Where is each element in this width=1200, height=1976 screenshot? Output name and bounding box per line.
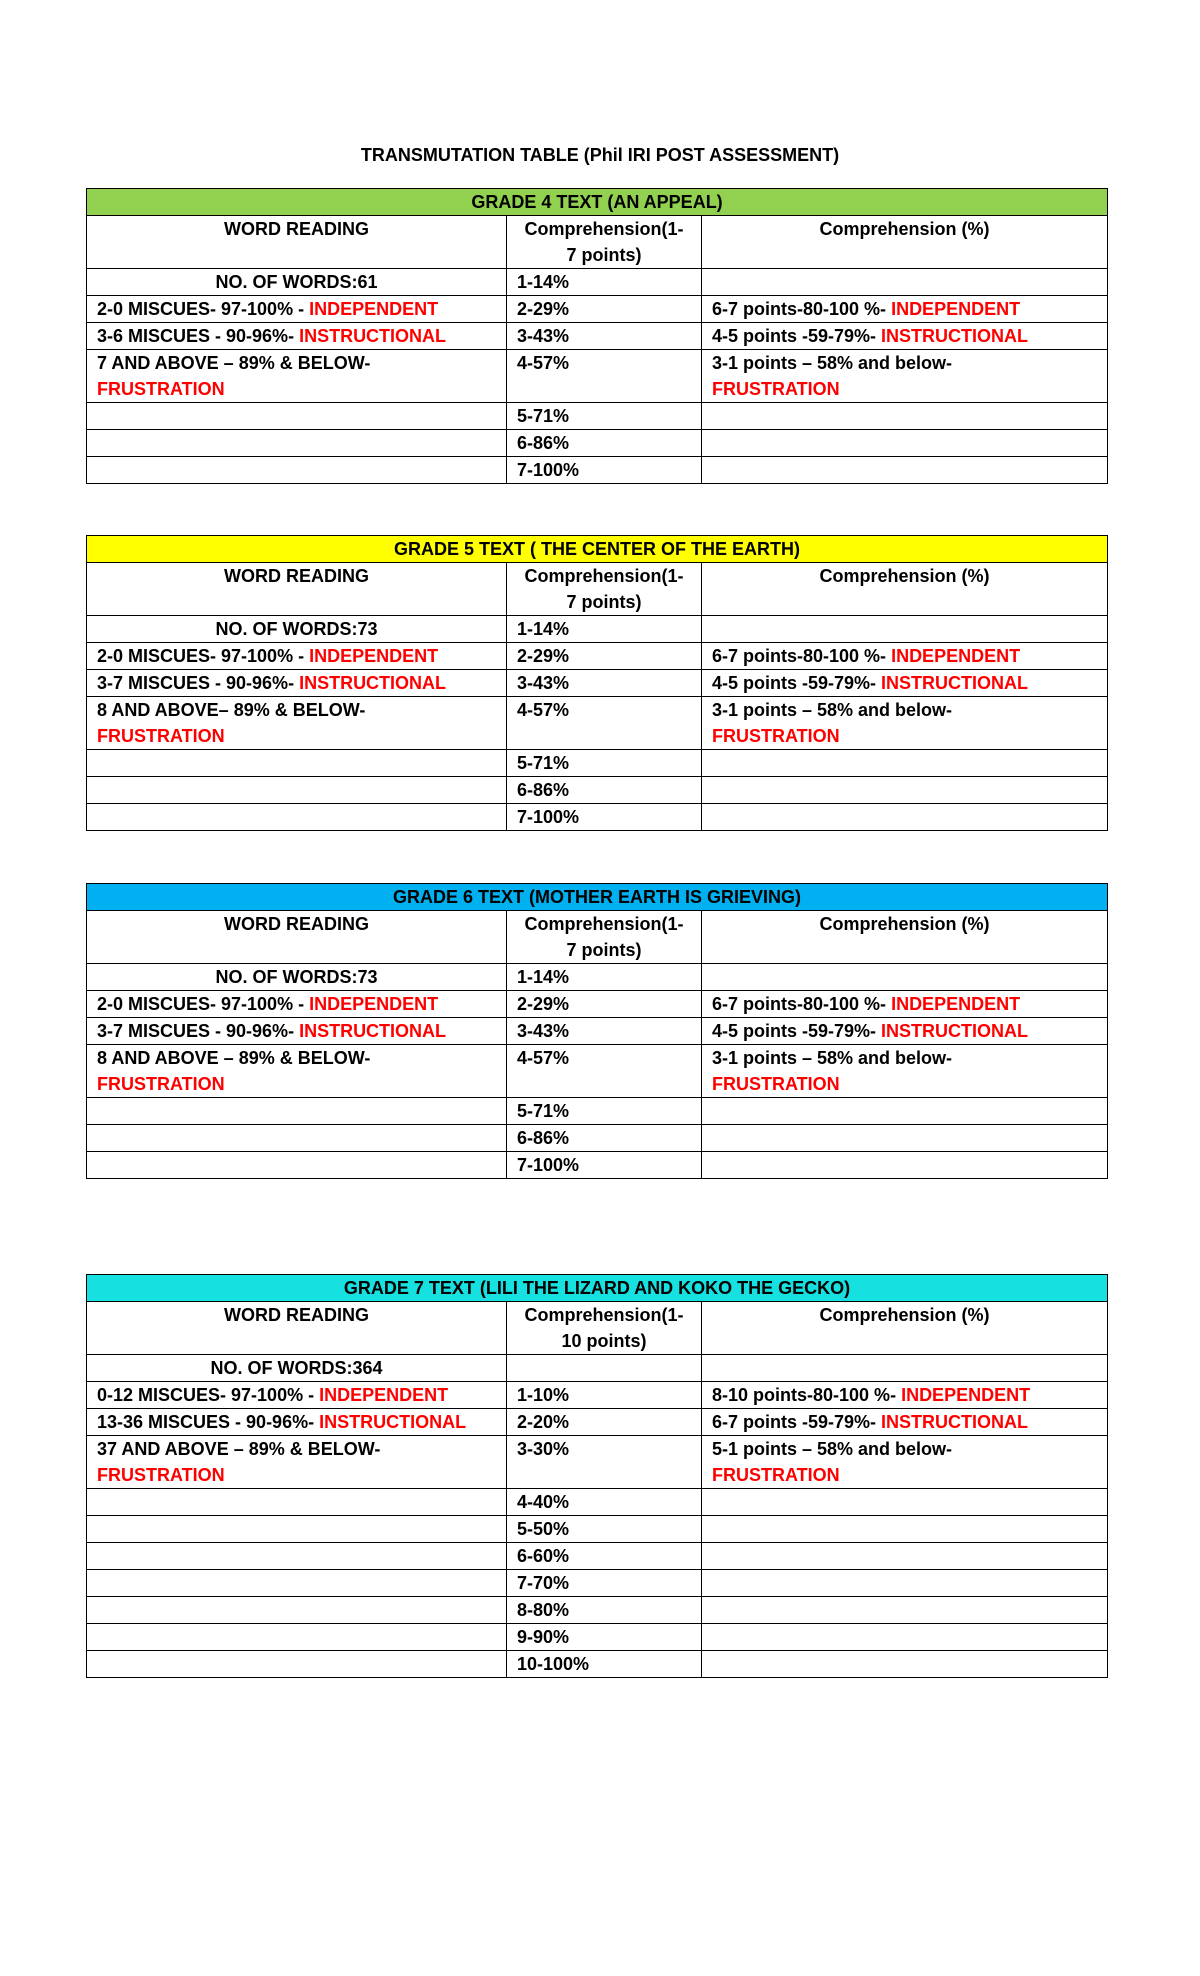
col-header-comprehension-points: Comprehension(1- 7 points) <box>507 563 702 616</box>
col-header-comprehension-pct: Comprehension (%) <box>702 1302 1108 1355</box>
empty-cell <box>702 1516 1108 1543</box>
no-of-words: NO. OF WORDS:73 <box>87 616 507 643</box>
word-reading-cell: 8 AND ABOVE – 89% & BELOW- FRUSTRATION <box>87 1045 507 1098</box>
points-cell: 6-86% <box>507 1125 702 1152</box>
empty-cell <box>702 777 1108 804</box>
points-cell: 1-10% <box>507 1382 702 1409</box>
points-cell: 7-100% <box>507 804 702 831</box>
col-header-word-reading: WORD READING <box>87 1302 507 1355</box>
points-cell: 5-71% <box>507 403 702 430</box>
points-cell: 5-50% <box>507 1516 702 1543</box>
empty-cell <box>702 1125 1108 1152</box>
level-independent: INDEPENDENT <box>891 299 1021 319</box>
points-cell: 5-71% <box>507 1098 702 1125</box>
points-cell: 7-100% <box>507 457 702 484</box>
pct-cell: 4-5 points -59-79%- INSTRUCTIONAL <box>702 1018 1108 1045</box>
level-instructional: INSTRUCTIONAL <box>299 1021 447 1041</box>
pct-cell <box>702 964 1108 991</box>
pct-cell: 3-1 points – 58% and below- FRUSTRATION <box>702 350 1108 403</box>
empty-cell <box>702 1651 1108 1678</box>
word-reading-cell: 7 AND ABOVE – 89% & BELOW- FRUSTRATION <box>87 350 507 403</box>
pct-cell: 6-7 points -59-79%- INSTRUCTIONAL <box>702 1409 1108 1436</box>
points-cell: 6-86% <box>507 430 702 457</box>
pct-cell: 3-1 points – 58% and below- FRUSTRATION <box>702 1045 1108 1098</box>
level-frustration: FRUSTRATION <box>97 726 225 746</box>
empty-cell <box>87 1597 507 1624</box>
empty-cell <box>87 457 507 484</box>
no-of-words: NO. OF WORDS:73 <box>87 964 507 991</box>
level-frustration: FRUSTRATION <box>97 379 225 399</box>
empty-cell <box>87 804 507 831</box>
grade-7-table <box>86 1274 1108 1678</box>
points-cell: 2-29% <box>507 991 702 1018</box>
word-reading-cell: 2-0 MISCUES- 97-100% - INDEPENDENT <box>87 991 507 1018</box>
points-cell: 6-60% <box>507 1543 702 1570</box>
points-cell: 10-100% <box>507 1651 702 1678</box>
level-instructional: INSTRUCTIONAL <box>881 326 1029 346</box>
points-cell: 3-43% <box>507 323 702 350</box>
empty-cell <box>87 750 507 777</box>
level-independent: INDEPENDENT <box>901 1385 1031 1405</box>
points-cell: 4-57% <box>507 697 702 750</box>
points-cell: 6-86% <box>507 777 702 804</box>
empty-cell <box>87 403 507 430</box>
word-reading-cell: 0-12 MISCUES- 97-100% - INDEPENDENT <box>87 1382 507 1409</box>
col-header-comprehension-points: Comprehension(1- 7 points) <box>507 216 702 269</box>
empty-cell <box>702 457 1108 484</box>
col-header-comprehension-pct: Comprehension (%) <box>702 216 1108 269</box>
empty-cell <box>702 804 1108 831</box>
empty-cell <box>702 750 1108 777</box>
grade-5-table <box>86 535 1108 831</box>
pct-cell: 5-1 points – 58% and below- FRUSTRATION <box>702 1436 1108 1489</box>
empty-cell <box>87 1098 507 1125</box>
level-frustration: FRUSTRATION <box>97 1465 225 1485</box>
grade-6-table <box>86 883 1108 1179</box>
empty-cell <box>702 430 1108 457</box>
pct-cell: 4-5 points -59-79%- INSTRUCTIONAL <box>702 670 1108 697</box>
level-instructional: INSTRUCTIONAL <box>299 673 447 693</box>
points-cell <box>507 1355 702 1382</box>
word-reading-cell: 8 AND ABOVE– 89% & BELOW- FRUSTRATION <box>87 697 507 750</box>
empty-cell <box>702 1543 1108 1570</box>
word-reading-cell: 3-7 MISCUES - 90-96%- INSTRUCTIONAL <box>87 670 507 697</box>
pct-cell: 3-1 points – 58% and below- FRUSTRATION <box>702 697 1108 750</box>
word-reading-cell: 2-0 MISCUES- 97-100% - INDEPENDENT <box>87 296 507 323</box>
empty-cell <box>87 1516 507 1543</box>
pct-cell <box>702 1355 1108 1382</box>
empty-cell <box>702 1597 1108 1624</box>
points-cell: 4-57% <box>507 1045 702 1098</box>
level-frustration: FRUSTRATION <box>712 1074 840 1094</box>
col-header-comprehension-pct: Comprehension (%) <box>702 911 1108 964</box>
col-header-word-reading: WORD READING <box>87 911 507 964</box>
level-instructional: INSTRUCTIONAL <box>299 326 447 346</box>
points-cell: 1-14% <box>507 269 702 296</box>
empty-cell <box>87 777 507 804</box>
col-header-comprehension-points: Comprehension(1- 7 points) <box>507 911 702 964</box>
empty-cell <box>87 1570 507 1597</box>
points-cell: 2-29% <box>507 296 702 323</box>
table-title: GRADE 4 TEXT (AN APPEAL) <box>87 189 1108 216</box>
pct-cell: 4-5 points -59-79%- INSTRUCTIONAL <box>702 323 1108 350</box>
col-header-comprehension-pct: Comprehension (%) <box>702 563 1108 616</box>
points-cell: 9-90% <box>507 1624 702 1651</box>
points-cell: 1-14% <box>507 964 702 991</box>
col-header-word-reading: WORD READING <box>87 216 507 269</box>
points-cell: 8-80% <box>507 1597 702 1624</box>
pct-cell: 6-7 points-80-100 %- INDEPENDENT <box>702 991 1108 1018</box>
page-title: TRANSMUTATION TABLE (Phil IRI POST ASSESSMENT) <box>360 145 840 165</box>
empty-cell <box>87 1489 507 1516</box>
points-cell: 3-43% <box>507 670 702 697</box>
empty-cell <box>702 1624 1108 1651</box>
level-instructional: INSTRUCTIONAL <box>881 673 1029 693</box>
empty-cell <box>702 1152 1108 1179</box>
word-reading-cell: 2-0 MISCUES- 97-100% - INDEPENDENT <box>87 643 507 670</box>
empty-cell <box>87 1152 507 1179</box>
level-independent: INDEPENDENT <box>891 994 1021 1014</box>
points-cell: 7-100% <box>507 1152 702 1179</box>
table-title: GRADE 5 TEXT ( THE CENTER OF THE EARTH) <box>87 536 1108 563</box>
col-header-comprehension-points: Comprehension(1- 10 points) <box>507 1302 702 1355</box>
level-independent: INDEPENDENT <box>309 646 439 666</box>
points-cell: 3-30% <box>507 1436 702 1489</box>
points-cell: 5-71% <box>507 750 702 777</box>
points-cell: 3-43% <box>507 1018 702 1045</box>
pct-cell: 6-7 points-80-100 %- INDEPENDENT <box>702 643 1108 670</box>
no-of-words: NO. OF WORDS:61 <box>87 269 507 296</box>
empty-cell <box>87 1125 507 1152</box>
level-instructional: INSTRUCTIONAL <box>319 1412 467 1432</box>
points-cell: 7-70% <box>507 1570 702 1597</box>
empty-cell <box>87 1543 507 1570</box>
pct-cell <box>702 616 1108 643</box>
points-cell: 4-40% <box>507 1489 702 1516</box>
empty-cell <box>87 1624 507 1651</box>
level-instructional: INSTRUCTIONAL <box>881 1021 1029 1041</box>
word-reading-cell: 3-7 MISCUES - 90-96%- INSTRUCTIONAL <box>87 1018 507 1045</box>
level-independent: INDEPENDENT <box>891 646 1021 666</box>
empty-cell <box>702 403 1108 430</box>
points-cell: 4-57% <box>507 350 702 403</box>
level-independent: INDEPENDENT <box>319 1385 449 1405</box>
pct-cell: 6-7 points-80-100 %- INDEPENDENT <box>702 296 1108 323</box>
level-instructional: INSTRUCTIONAL <box>881 1412 1029 1432</box>
points-cell: 2-20% <box>507 1409 702 1436</box>
col-header-word-reading: WORD READING <box>87 563 507 616</box>
table-title: GRADE 6 TEXT (MOTHER EARTH IS GRIEVING) <box>87 884 1108 911</box>
word-reading-cell: 37 AND ABOVE – 89% & BELOW- FRUSTRATION <box>87 1436 507 1489</box>
table-title: GRADE 7 TEXT (LILI THE LIZARD AND KOKO THE GECKO) <box>87 1275 1108 1302</box>
level-frustration: FRUSTRATION <box>712 726 840 746</box>
word-reading-cell: 3-6 MISCUES - 90-96%- INSTRUCTIONAL <box>87 323 507 350</box>
level-independent: INDEPENDENT <box>309 299 439 319</box>
grade-4-table <box>86 188 1108 484</box>
level-frustration: FRUSTRATION <box>712 379 840 399</box>
empty-cell <box>702 1098 1108 1125</box>
empty-cell <box>702 1570 1108 1597</box>
level-independent: INDEPENDENT <box>309 994 439 1014</box>
points-cell: 1-14% <box>507 616 702 643</box>
pct-cell: 8-10 points-80-100 %- INDEPENDENT <box>702 1382 1108 1409</box>
level-frustration: FRUSTRATION <box>712 1465 840 1485</box>
empty-cell <box>702 1489 1108 1516</box>
pct-cell <box>702 269 1108 296</box>
word-reading-cell: 13-36 MISCUES - 90-96%- INSTRUCTIONAL <box>87 1409 507 1436</box>
level-frustration: FRUSTRATION <box>97 1074 225 1094</box>
points-cell: 2-29% <box>507 643 702 670</box>
empty-cell <box>87 1651 507 1678</box>
no-of-words: NO. OF WORDS:364 <box>87 1355 507 1382</box>
empty-cell <box>87 430 507 457</box>
